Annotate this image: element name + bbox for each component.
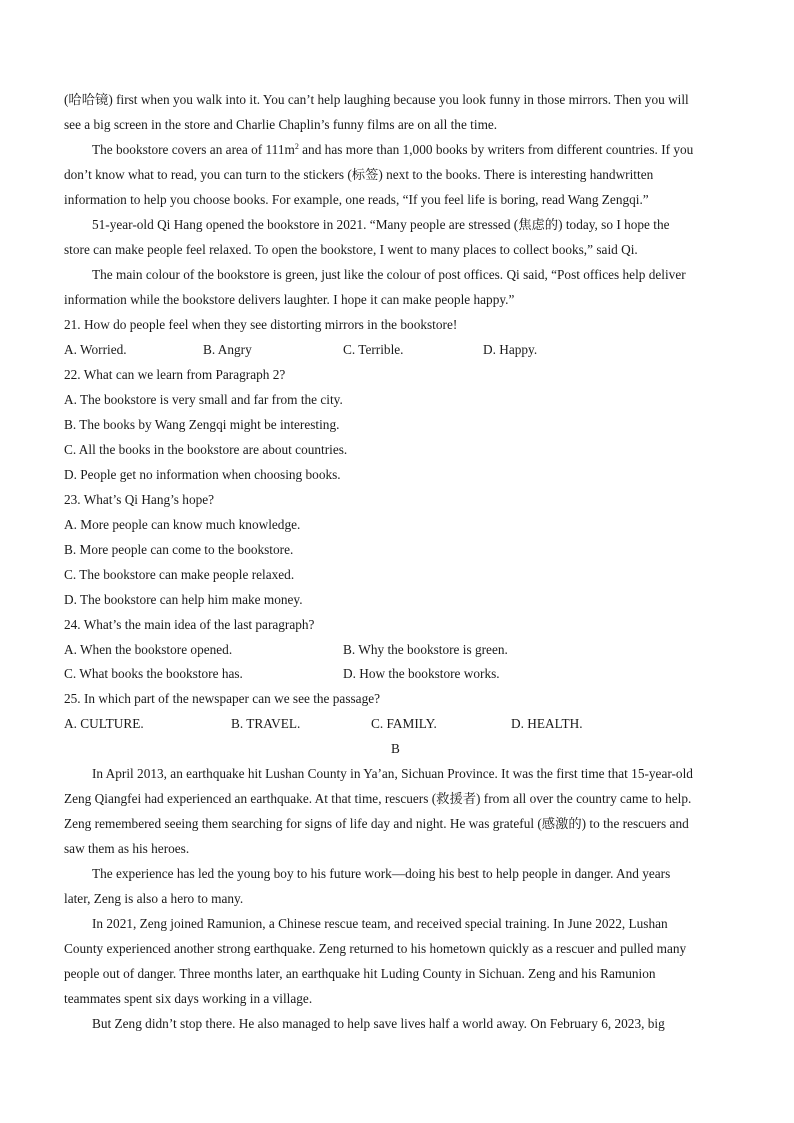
q24-option-a: A. When the bookstore opened. — [64, 642, 233, 657]
passage-b-p4-line1: But Zeng didn’t stop there. He also managed to help save lives half a world away. On February 6, 2023, big — [92, 1016, 665, 1031]
question-21-stem: 21. How do people feel when they see distorting mirrors in the bookstore! — [64, 317, 458, 332]
q21-option-c: C. Terrible. — [343, 342, 404, 357]
q22-option-d: D. People get no information when choosing books. — [64, 467, 341, 482]
q21-option-b: B. Angry — [203, 342, 252, 357]
passage-a-p4-line2: information while the bookstore delivers laughter. I hope it can make people happy.” — [64, 292, 515, 307]
q22-option-c: C. All the books in the bookstore are about countries. — [64, 442, 348, 457]
passage-a-p3-line1: 51-year-old Qi Hang opened the bookstore in 2021. “Many people are stressed (焦虑的) today, so I hope the — [92, 217, 670, 232]
q25-option-d: D. HEALTH. — [511, 716, 583, 731]
passage-b-p3-line4: teammates spent six days working in a village. — [64, 991, 313, 1006]
q25-option-c: C. FAMILY. — [371, 716, 437, 731]
passage-b-p1-line4: saw them as his heroes. — [64, 841, 190, 856]
q22-option-b: B. The books by Wang Zengqi might be interesting. — [64, 417, 340, 432]
q23-option-a: A. More people can know much knowledge. — [64, 517, 301, 532]
q24-option-b: B. Why the bookstore is green. — [343, 642, 508, 657]
passage-b-p3-line3: people out of danger. Three months later, an earthquake hit Luding County in Sichuan. Zeng and his Ramunion — [64, 966, 656, 981]
q23-option-c: C. The bookstore can make people relaxed. — [64, 567, 295, 582]
passage-a-p1-line2: see a big screen in the store and Charlie Chaplin’s funny films are on all the time. — [64, 117, 498, 132]
question-24-stem: 24. What’s the main idea of the last paragraph? — [64, 617, 315, 632]
q24-option-d: D. How the bookstore works. — [343, 666, 500, 681]
question-23-stem: 23. What’s Qi Hang’s hope? — [64, 492, 215, 507]
q21-option-a: A. Worried. — [64, 342, 127, 357]
q22-option-a: A. The bookstore is very small and far from the city. — [64, 392, 343, 407]
p2-area-text: The bookstore covers an area of 111m — [92, 142, 295, 157]
question-22-stem: 22. What can we learn from Paragraph 2? — [64, 367, 286, 382]
q23-option-b: B. More people can come to the bookstore. — [64, 542, 294, 557]
passage-a-p2-line3: information to help you choose books. For example, one reads, “If you feel life is boring, read Wang Zengqi.” — [64, 192, 649, 207]
passage-b-p1-line1: In April 2013, an earthquake hit Lushan County in Ya’an, Sichuan Province. It was the first time that 15-year-old — [92, 766, 693, 781]
question-25-stem: 25. In which part of the newspaper can we see the passage? — [64, 691, 381, 706]
passage-b-p1-line3: Zeng remembered seeing them searching for signs of life day and night. He was grateful (感激的) to the rescuers and — [64, 816, 689, 831]
passage-a-p2-line1 — [92, 142, 693, 158]
passage-a-p4-line1: The main colour of the bookstore is green, just like the colour of post offices. Qi said, “Post offices help deliver — [92, 267, 686, 282]
passage-a-p3-line2: store can make people feel relaxed. To open the bookstore, I went to many places to collect books,” said Qi. — [64, 242, 638, 257]
section-b-heading: B — [391, 741, 400, 756]
passage-b-p2-line1: The experience has led the young boy to his future work—doing his best to help people in danger. And years — [92, 866, 671, 881]
passage-b-p1-line2: Zeng Qiangfei had experienced an earthquake. At that time, rescuers (救援者) from all over the country came to help. — [64, 791, 692, 806]
passage-a-p2-line2: don’t know what to read, you can turn to the stickers (标签) next to the books. There is interesting handwritten — [64, 167, 654, 182]
q23-option-d: D. The bookstore can help him make money. — [64, 592, 303, 607]
q25-option-a: A. CULTURE. — [64, 716, 144, 731]
passage-b-p3-line1: In 2021, Zeng joined Ramunion, a Chinese rescue team, and received special training. In June 2022, Lushan — [92, 916, 668, 931]
passage-b-p3-line2: County experienced another strong earthquake. Zeng returned to his hometown quickly as a rescuer and pulled many — [64, 941, 687, 956]
q24-option-c: C. What books the bookstore has. — [64, 666, 243, 681]
q21-option-d: D. Happy. — [483, 342, 538, 357]
p2-area-text-rest: and has more than 1,000 books by writers from different countries. If you — [298, 142, 694, 157]
passage-a-p1-line1: (哈哈镜) first when you walk into it. You can’t help laughing because you look funny in those mirrors. Then you will — [64, 92, 689, 107]
passage-b-p2-line2: later, Zeng is also a hero to many. — [64, 891, 244, 906]
q25-option-b: B. TRAVEL. — [231, 716, 301, 731]
p2-area-superscript: 2 — [294, 142, 299, 151]
